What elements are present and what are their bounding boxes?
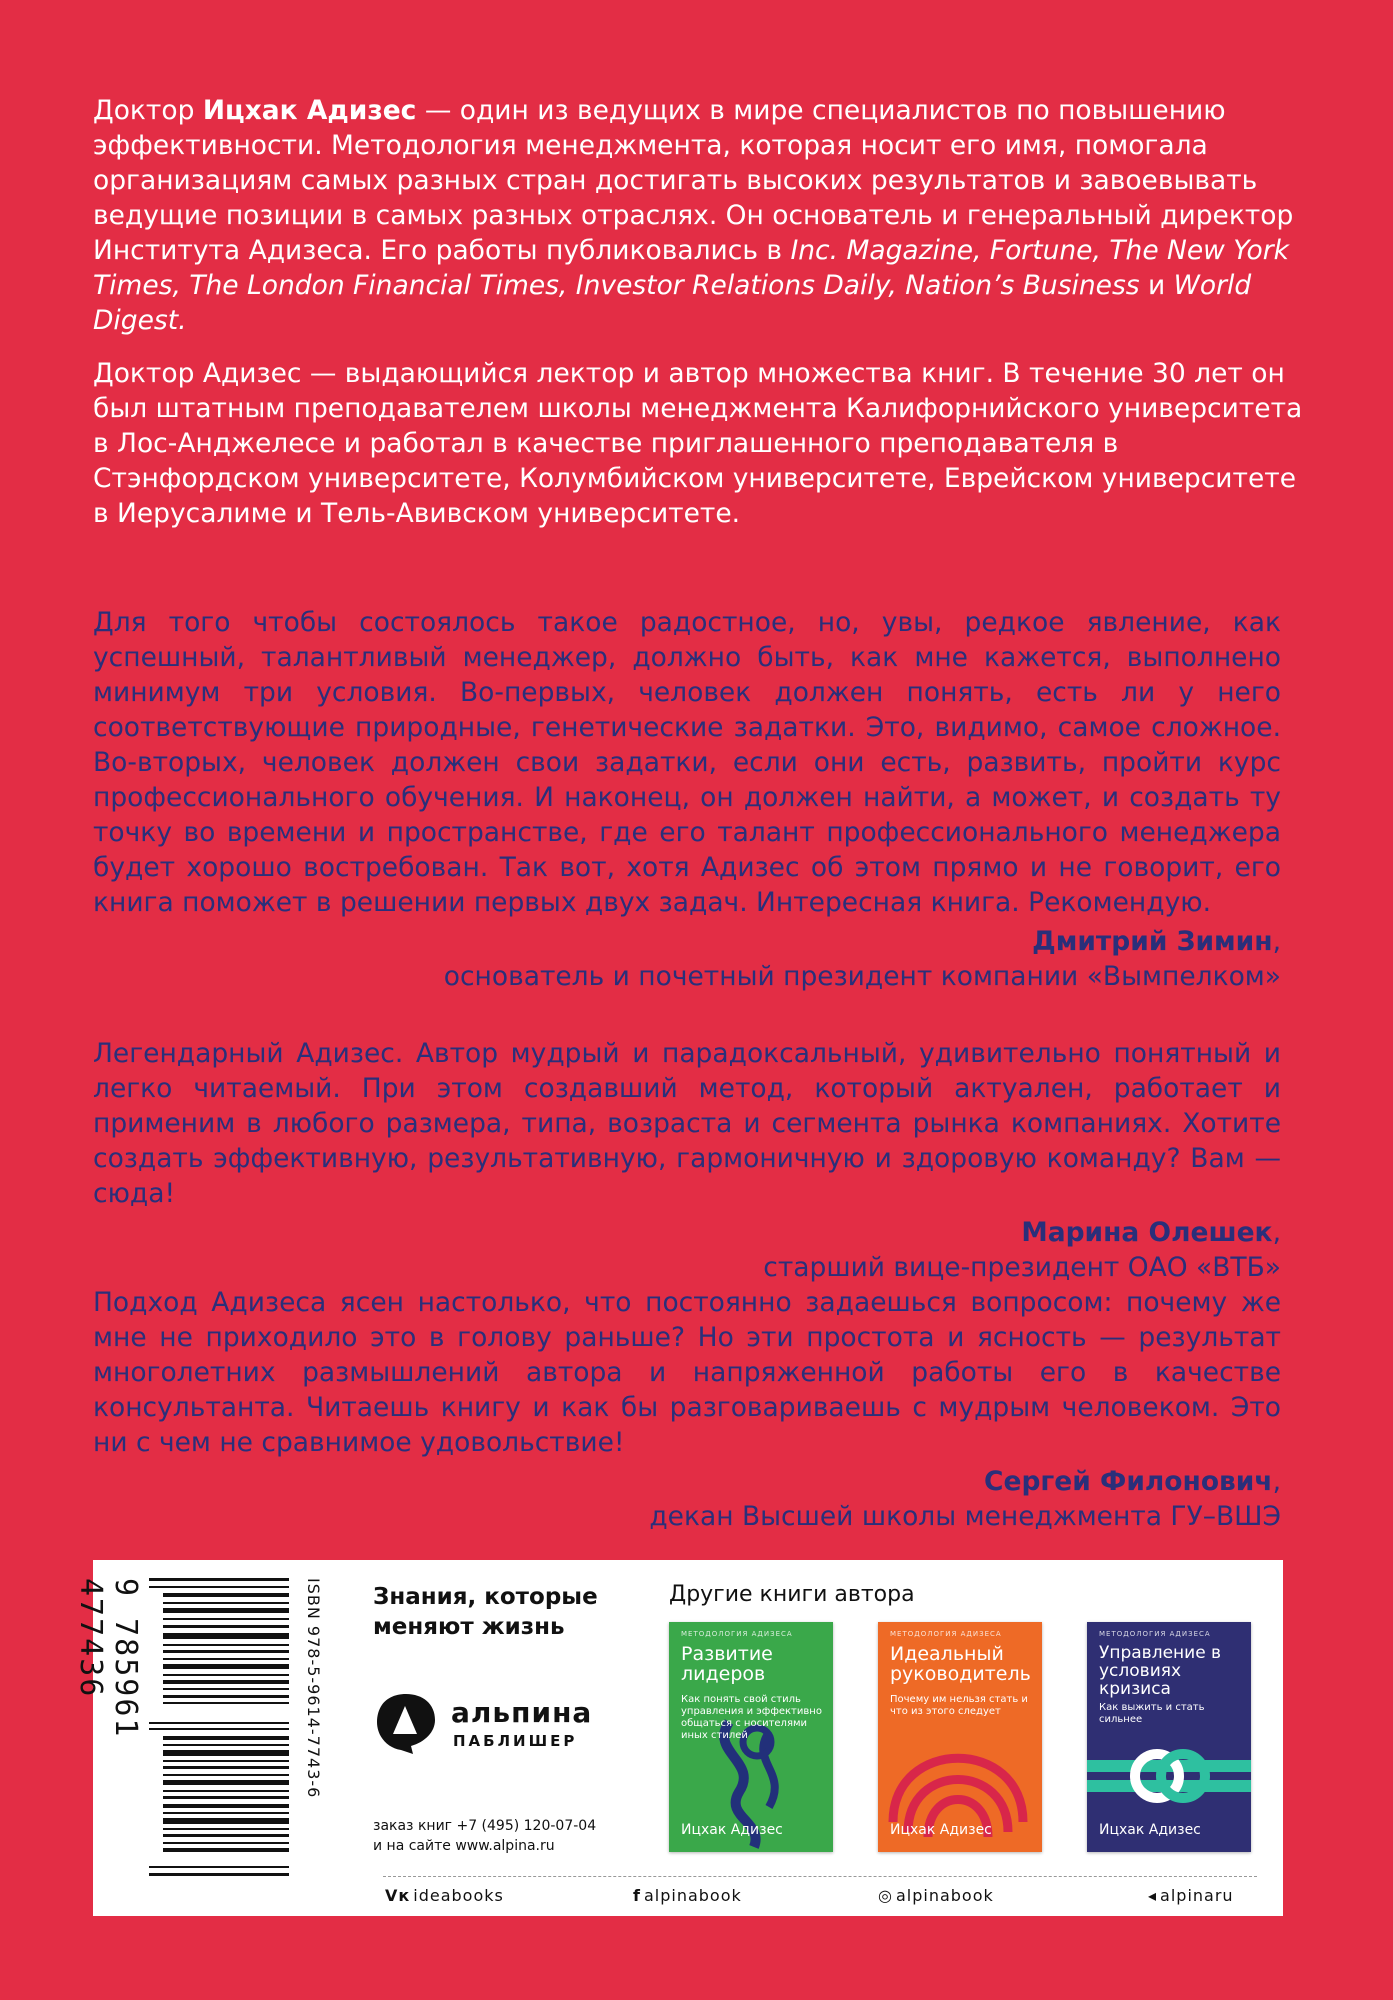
- book-author: Ицхак Адизес: [1099, 1822, 1201, 1838]
- social-handle: alpinabook: [895, 1886, 994, 1905]
- isbn: ISBN 978-5-9614-7743-6: [304, 1578, 323, 1799]
- book-series: МЕТОДОЛОГИЯ АДИЗЕСА: [1099, 1630, 1211, 1638]
- bio-text: Доктор: [93, 95, 203, 126]
- order-site: и на сайте www.alpina.ru: [373, 1838, 555, 1854]
- review-signature: [93, 1464, 1281, 1534]
- publisher-slogan: [373, 1582, 613, 1642]
- barcode-digits: 9 785961 477436: [73, 1578, 143, 1739]
- social-handle: ideabooks: [413, 1886, 504, 1905]
- bio-paragraph-2: Доктор Адизес — выдающийся лектор и автор множества книг. В течение 30 лет он был штатным преподавателем школы менеджмента Калифорнийского университета в Лос-Анджелесе и работал в качестве приглашенного преподавателя в Стэнфордском университете, Колумбийском университете, Еврейском университете в Иерусалиме и Тель-Авивском университете.: [93, 358, 1303, 529]
- other-books-title: Другие книги автора: [669, 1582, 915, 1607]
- book-title: Управление в условиях кризиса: [1099, 1643, 1222, 1699]
- review-author: Дмитрий Зимин: [1032, 926, 1273, 957]
- review-position: основатель и почетный президент компании «Вымпелком»: [443, 961, 1281, 992]
- book-title: Развитие лидеров: [681, 1643, 773, 1685]
- review-text: Подход Адизеса ясен настолько, что постоянно задаешься вопросом: почему же мне не приходило это в голову раньше? Но эти простота и ясность — результат многолетних размышлений автора и напряженной работы его в качестве консультанта. Читаешь книгу и как бы разговариваешь с мудрым человеком. Это ни с чем не сравнимое удовольствие!: [93, 1287, 1281, 1458]
- author-name: Ицхак Адизес: [202, 95, 417, 126]
- book-subtitle: Почему им нельзя стать и что из этого следует: [890, 1694, 1028, 1717]
- slogan-line: Знания, которые: [373, 1584, 598, 1610]
- publisher-panel: [73, 1560, 1283, 1916]
- divider: [383, 1876, 1257, 1877]
- publisher-sub: ПАБЛИШЕР: [453, 1732, 578, 1750]
- social-handle: alpinabook: [643, 1886, 742, 1905]
- book-cover[interactable]: [878, 1622, 1042, 1852]
- book-author: Ицхак Адизес: [890, 1822, 992, 1838]
- review-position: старший вице-президент ОАО «ВТБ»: [763, 1252, 1281, 1283]
- alpina-logo-icon: [373, 1690, 439, 1756]
- publications: Inc. Magazine, Fortune, The New York Times, The London Financial Times, Investor Relations Daily, Nation’s Business: [93, 235, 1289, 301]
- bio-text: и: [1139, 270, 1174, 301]
- book-cover[interactable]: [1087, 1622, 1251, 1852]
- order-phone: заказ книг +7 (495) 120-07-04: [373, 1818, 597, 1834]
- social-handle: alpinaru: [1160, 1886, 1234, 1905]
- book-series: МЕТОДОЛОГИЯ АДИЗЕСА: [681, 1630, 793, 1638]
- review-2: [93, 1036, 1281, 1285]
- publisher-logo: [373, 1690, 613, 1760]
- book-title: Идеальный руководитель: [890, 1643, 1031, 1685]
- bio-text: — один из ведущих в мире специалистов по повышению эффективности. Методология менеджмента, которая носит его имя, помогала организациям самых разных стран достигать высоких результатов и завоевывать ведущие позиции в самых разных отраслях. Он основатель и генеральный директор Института Адизеса. Его работы публиковались в: [93, 95, 1294, 266]
- comma: ,: [1272, 1217, 1281, 1248]
- review-signature: [93, 924, 1281, 994]
- review-text: Для того чтобы состоялось такое радостное, но, увы, редкое явление, как успешный, талантливый менеджер, должно быть, как мне кажется, выполнено минимум три условия. Во-первых, человек должен понять, есть ли у него соответствующие природные, генетические задатки. Это, видимо, самое сложное. Во-вторых, человек должен свои задатки, если они есть, развить, пройти курс профессионального обучения. И наконец, он должен найти, а может, и создать ту точку во времени и пространстве, где его талант профессионального менеджера будет хорошо востребован. Так вот, хотя Адизес об этом прямо и не говорит, его книга поможет в решении первых двух задач. Интересная книга. Рекомендую.: [93, 607, 1281, 918]
- book-subtitle: Как выжить и стать сильнее: [1099, 1702, 1205, 1725]
- comma: ,: [1272, 926, 1281, 957]
- review-text: Легендарный Адизес. Автор мудрый и парадоксальный, удивительно понятный и легко читаемый. При этом создавший метод, который актуален, работает и применим в любого размера, типа, возраста и сегмента рынка компаниях. Хотите создать эффективную, результативную, гармоничную и здоровую команду? Вам — сюда!: [93, 1038, 1281, 1209]
- order-info: [373, 1816, 633, 1856]
- barcode-bars: [149, 1578, 289, 1878]
- social-instagram[interactable]: [878, 1886, 994, 1905]
- review-1: [93, 605, 1281, 994]
- book-author: Ицхак Адизес: [681, 1822, 783, 1838]
- author-bio: [93, 93, 1303, 549]
- bio-paragraph-1: [93, 93, 1303, 338]
- publisher-name: альпина: [451, 1696, 593, 1729]
- review-signature: [93, 1215, 1281, 1285]
- review-3: [93, 1285, 1281, 1534]
- slogan-line: меняют жизнь: [373, 1614, 565, 1640]
- social-vk[interactable]: [385, 1886, 504, 1905]
- instagram-icon: ◎: [878, 1886, 893, 1905]
- facebook-icon: f: [633, 1886, 641, 1905]
- book-cover[interactable]: [669, 1622, 833, 1852]
- social-facebook[interactable]: [633, 1886, 742, 1905]
- publications: World Digest.: [93, 270, 1252, 336]
- comma: ,: [1272, 1466, 1281, 1497]
- book-series: МЕТОДОЛОГИЯ АДИЗЕСА: [890, 1630, 1002, 1638]
- vk-icon: Ⅴк: [385, 1886, 411, 1905]
- book-subtitle: Как понять свой стиль управления и эффективно общаться с носителями иных стилей: [681, 1694, 822, 1741]
- review-position: декан Высшей школы менеджмента ГУ–ВШЭ: [649, 1501, 1281, 1532]
- social-telegram[interactable]: [1148, 1886, 1234, 1905]
- review-author: Марина Олешек: [1021, 1217, 1273, 1248]
- review-author: Сергей Филонович: [984, 1466, 1273, 1497]
- telegram-icon: ◂: [1148, 1886, 1158, 1905]
